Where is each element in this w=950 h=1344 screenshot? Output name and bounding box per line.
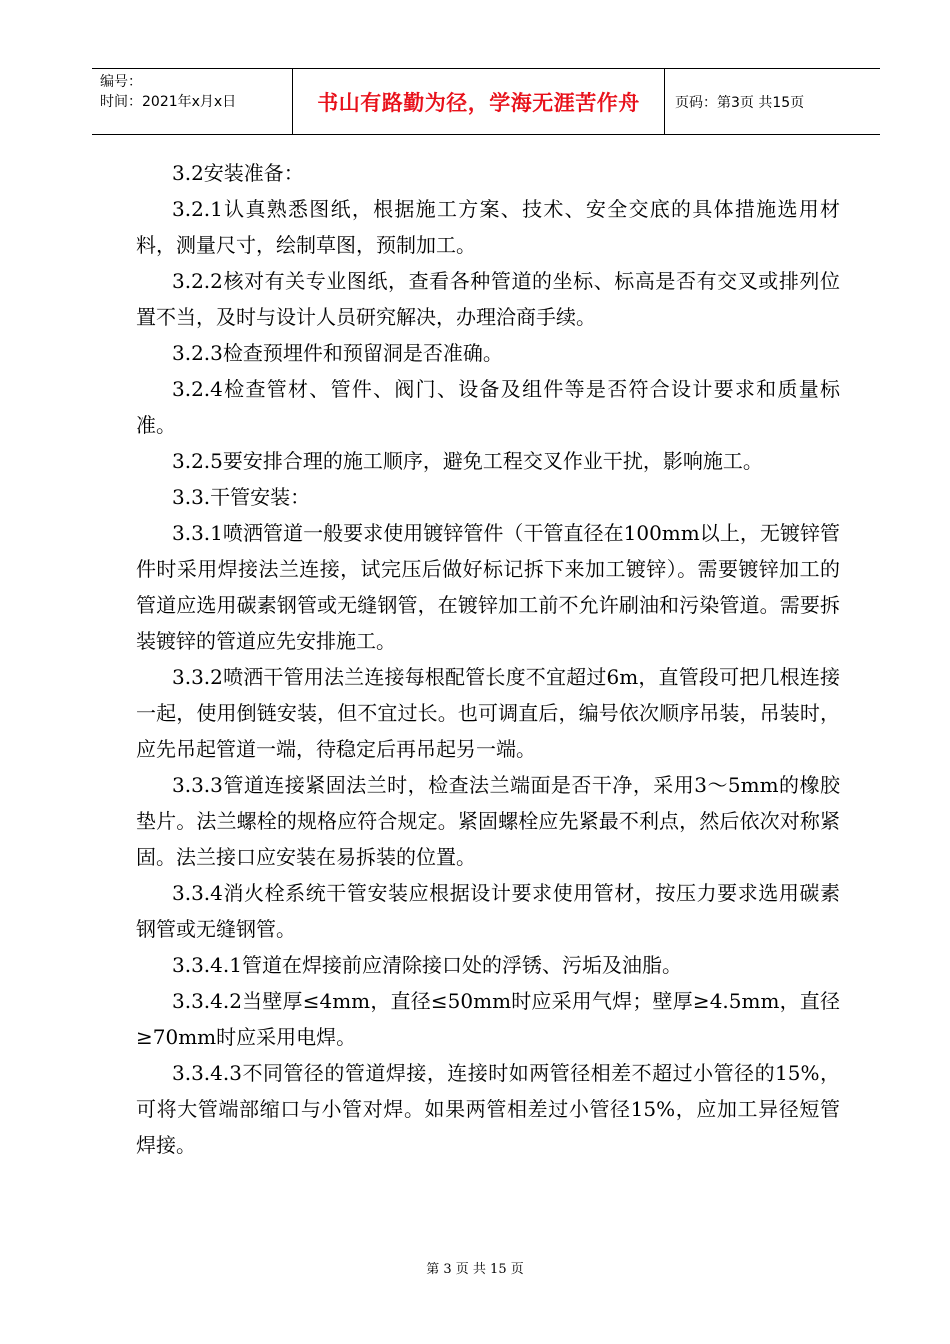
- paragraph-3-2: 3.2安装准备：: [172, 161, 304, 185]
- document-number-label: 编号：: [100, 74, 142, 90]
- paragraph-3-2-5: 3.2.5要安排合理的施工顺序，避免工程交叉作业干扰，影响施工。: [172, 449, 763, 473]
- page-footer: 第 3 页 共 15 页: [426, 1262, 524, 1277]
- header-motto: 书山有路勤为径，学海无涯苦作舟: [293, 69, 665, 134]
- paragraph-3-3-4-3: 3.3.4.3不同管径的管道焊接，连接时如两管径相差不超过小管径的15%，可将大管端部缩口与小管对焊。如果两管相差过小管径15%，应加工异径短管焊接。: [136, 1061, 840, 1157]
- paragraph-3-3-4-1: 3.3.4.1管道在焊接前应清除接口处的浮锈、污垢及油脂。: [172, 953, 682, 977]
- paragraph-3-3-4-2: 3.3.4.2当壁厚≤4mm，直径≤50mm时应采用气焊；壁厚≥4.5mm，直径≥70mm时应采用电焊。: [136, 989, 840, 1049]
- paragraph-3-3-4: 3.3.4消火栓系统干管安装应根据设计要求使用管材，按压力要求选用碳素钢管或无缝钢管。: [136, 881, 840, 941]
- page-header: [92, 68, 880, 135]
- paragraph-3-2-2: 3.2.2核对有关专业图纸，查看各种管道的坐标、标高是否有交叉或排列位置不当，及时与设计人员研究解决，办理洽商手续。: [136, 269, 840, 329]
- paragraph-3-3-1: 3.3.1喷洒管道一般要求使用镀锌管件（干管直径在100mm以上，无镀锌管件时采用焊接法兰连接，试完压后做好标记拆下来加工镀锌）。需要镀锌加工的管道应选用碳素钢管或无缝钢管，在镀锌加工前不允许刷油和污染管道。需要拆装镀锌的管道应先安排施工。: [136, 521, 840, 653]
- paragraph-3-2-4: 3.2.4检查管材、管件、阀门、设备及组件等是否符合设计要求和质量标准。: [136, 377, 840, 437]
- header-page-number: 页码：第3页 共15页: [675, 94, 805, 111]
- paragraph-3-2-1: 3.2.1认真熟悉图纸，根据施工方案、技术、安全交底的具体措施选用材料，测量尺寸，绘制草图，预制加工。: [136, 197, 840, 257]
- document-time-label: 时间：2021年x月x日: [100, 94, 237, 110]
- paragraph-3-2-3: 3.2.3检查预埋件和预留洞是否准确。: [172, 341, 503, 365]
- paragraph-3-3-3: 3.3.3管道连接紧固法兰时，检查法兰端面是否干净，采用3～5mm的橡胶垫片。法兰螺栓的规格应符合规定。紧固螺栓应先紧最不利点，然后依次对称紧固。法兰接口应安装在易拆装的位置。: [136, 773, 840, 869]
- paragraph-3-3: 3.3.干管安装：: [172, 485, 311, 509]
- document-body: [136, 155, 840, 1163]
- header-info-cell: [92, 69, 293, 134]
- paragraph-3-3-2: 3.3.2喷洒干管用法兰连接每根配管长度不宜超过6m，直管段可把几根连接一起，使用倒链安装，但不宜过长。也可调直后，编号依次顺序吊装，吊装时，应先吊起管道一端，待稳定后再吊起另一端。: [136, 665, 840, 761]
